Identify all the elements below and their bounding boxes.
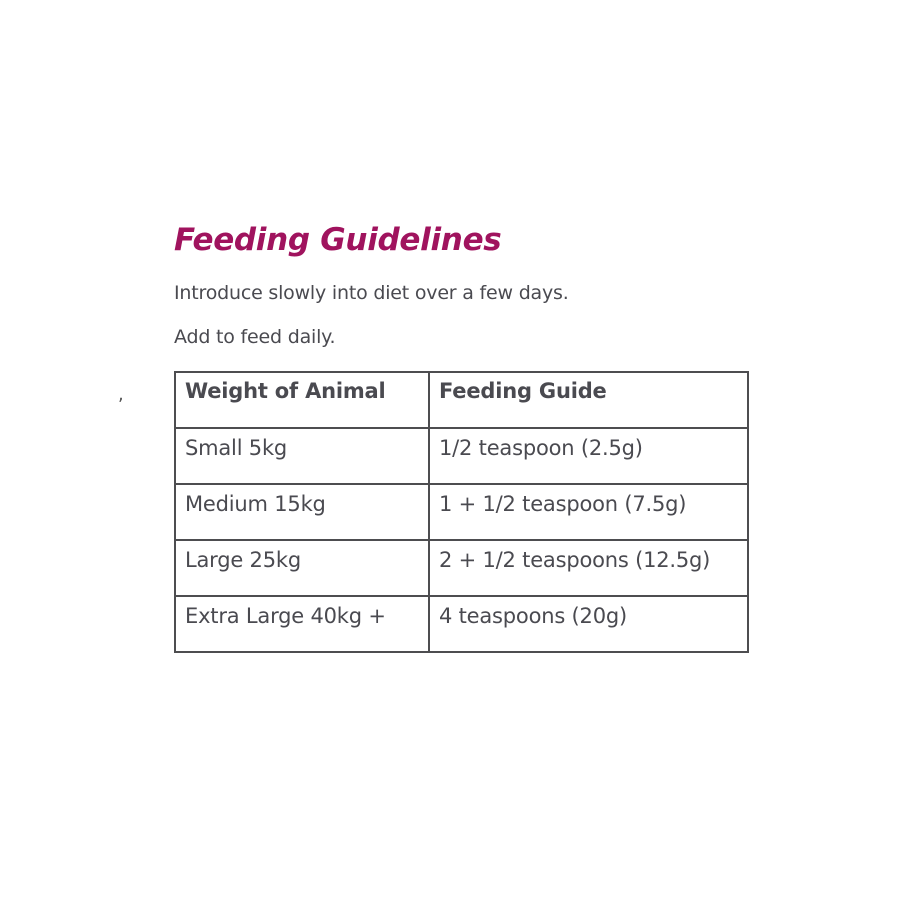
daily-paragraph: Add to feed daily. xyxy=(174,326,336,348)
guide-cell: 1 + 1/2 teaspoon (7.5g) xyxy=(429,484,748,540)
header-weight-of-animal: Weight of Animal xyxy=(175,372,429,428)
weight-cell: Extra Large 40kg + xyxy=(175,596,429,652)
feeding-guide-table xyxy=(174,371,749,653)
weight-cell: Small 5kg xyxy=(175,428,429,484)
intro-paragraph: Introduce slowly into diet over a few days. xyxy=(174,282,569,304)
header-feeding-guide: Feeding Guide xyxy=(429,372,748,428)
feeding-guidelines-section xyxy=(174,218,754,350)
table-header-row xyxy=(175,372,748,428)
table-row xyxy=(175,428,748,484)
stray-comma-mark: , xyxy=(118,384,124,405)
weight-cell: Large 25kg xyxy=(175,540,429,596)
table-row xyxy=(175,540,748,596)
section-title: Feeding Guidelines xyxy=(174,222,502,258)
table-row xyxy=(175,596,748,652)
table-row xyxy=(175,484,748,540)
guide-cell: 2 + 1/2 teaspoons (12.5g) xyxy=(429,540,748,596)
guide-cell: 4 teaspoons (20g) xyxy=(429,596,748,652)
guide-cell: 1/2 teaspoon (2.5g) xyxy=(429,428,748,484)
weight-cell: Medium 15kg xyxy=(175,484,429,540)
